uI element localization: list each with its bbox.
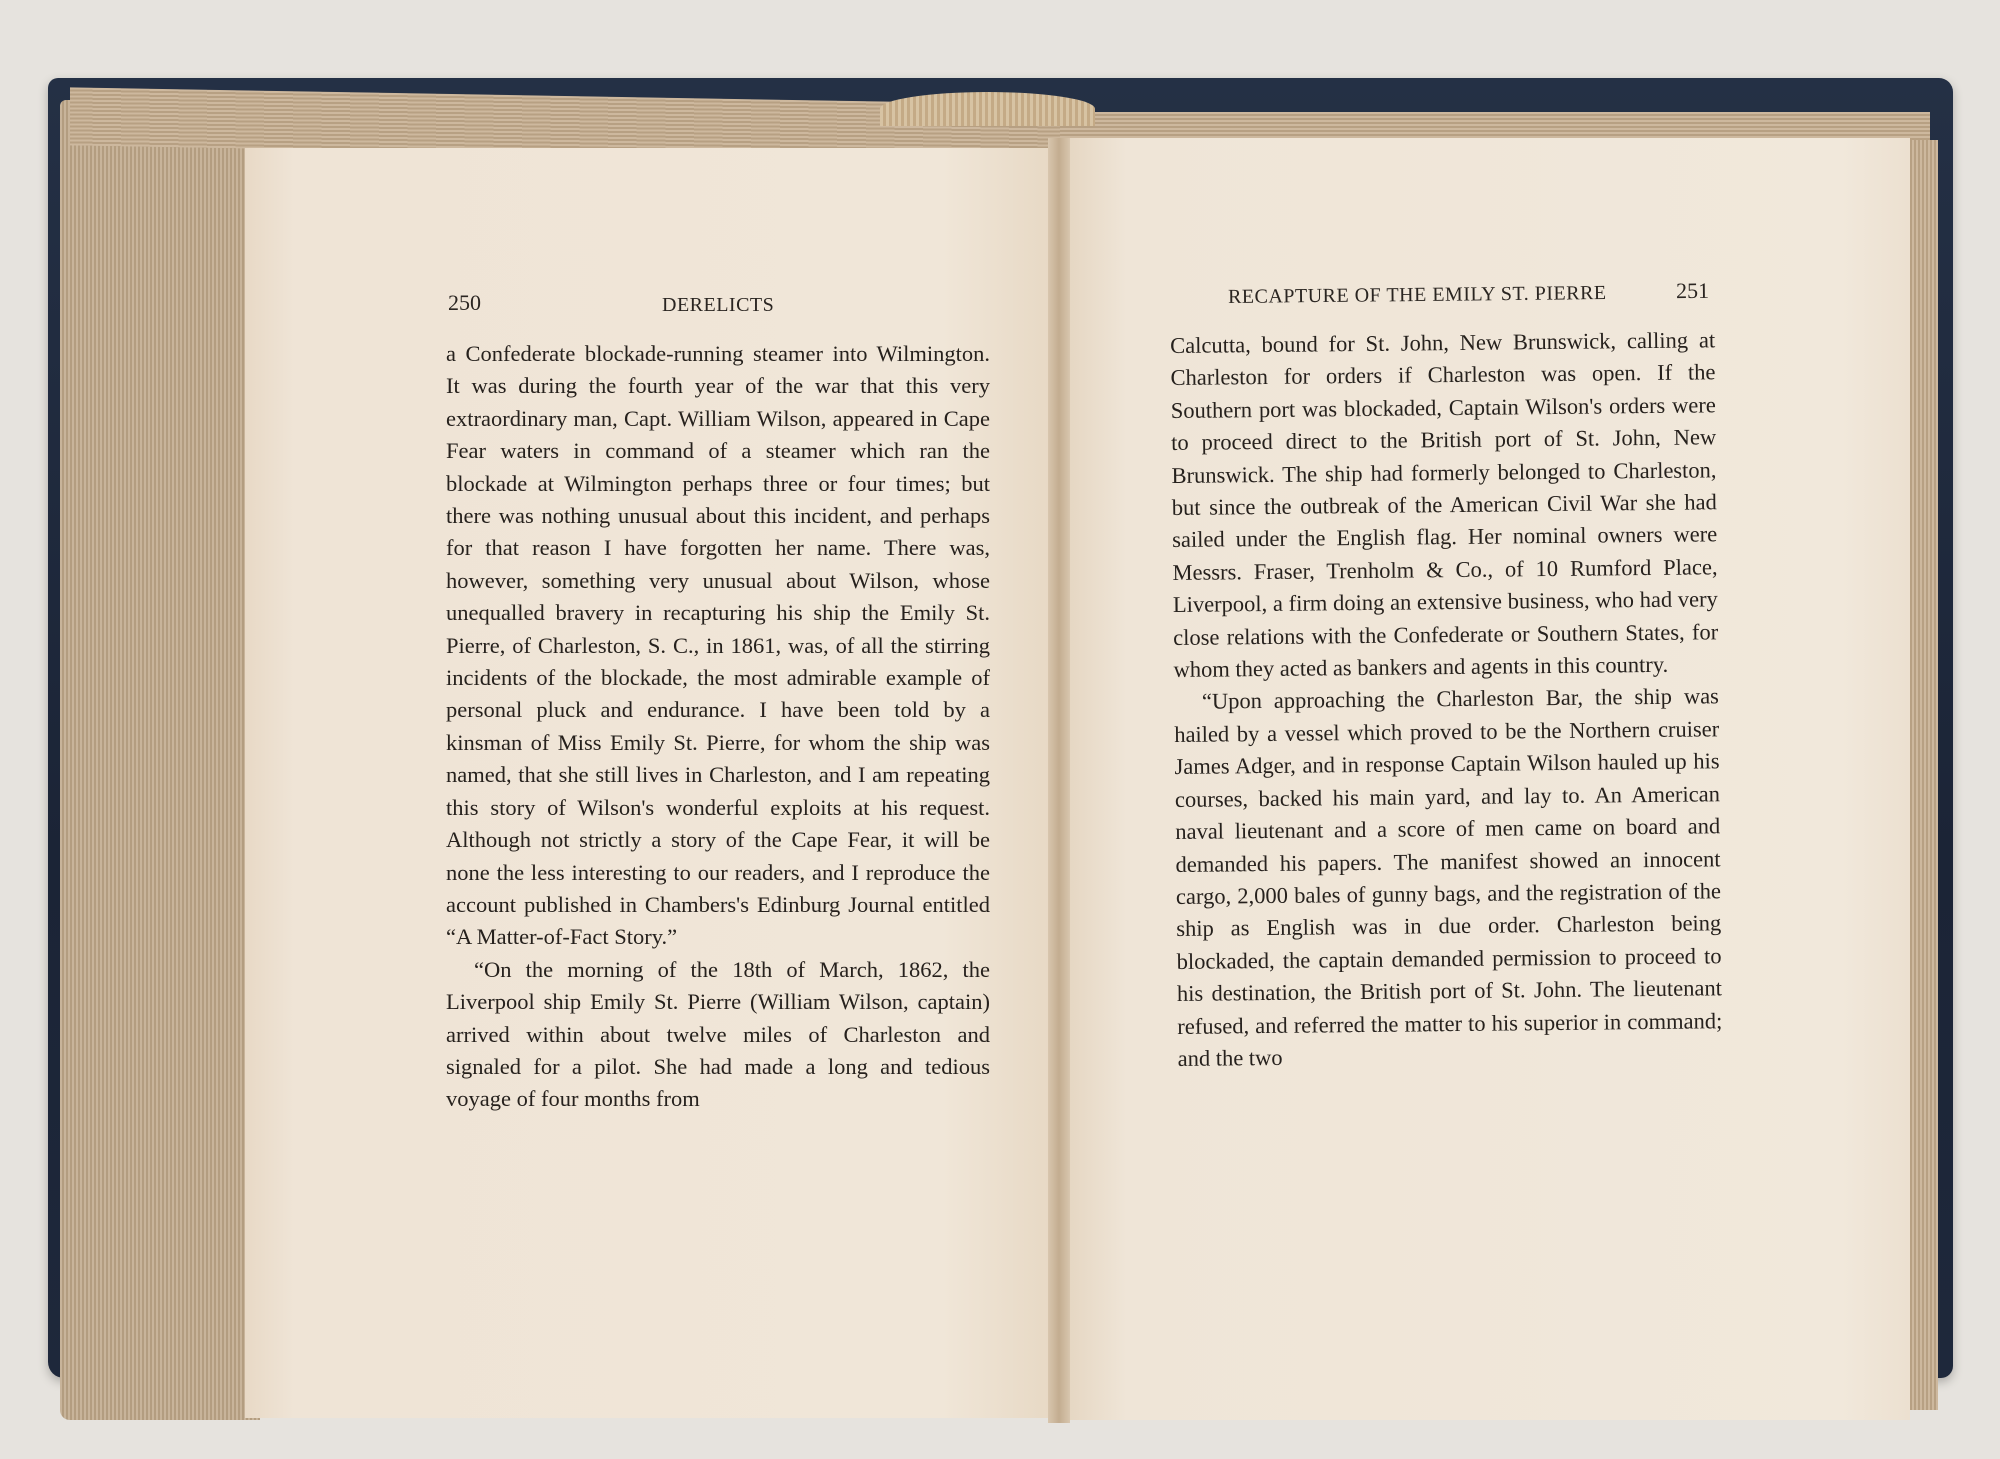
book-gutter — [1048, 138, 1070, 1423]
left-running-head: DERELICTS — [662, 294, 775, 316]
book-headband — [880, 92, 1095, 126]
left-page-number: 250 — [448, 290, 481, 315]
left-paragraph-2: “On the morning of the 18th of March, 1862, the Liverpool ship Emily St. Pierre (William Wilson, captain) arrived within about twelve miles of Charleston and signaled for a pilot. She had made a long and tedious voyage of four months from — [446, 956, 990, 1112]
page-edges-left — [60, 100, 260, 1420]
left-paragraph-1: a Confederate blockade-running steamer into Wilmington. It was during the fourth year of the war that this very extraordinary man, Capt. William Wilson, appeared in Cape Fear waters in command of a steamer which ran the blockade at Wilmington perhaps three or four times; but there was nothing unusual about this incident, and perhaps for that reason I have forgotten her name. There was, however, something very unusual about Wilson, whose unequalled bravery in recapturing his ship the Emily St. Pierre, of Charleston, S. C., in 1861, was, of all the stirring incidents of the blockade, the most admirable example of personal pluck and endurance. I have been told by a kinsman of Miss Emily St. Pierre, for whom the ship was named, that she still lives in Charleston, and I am repeating this story of Wilson's wonderful exploits at his request. Although not strictly a story of the Cape Fear, it will be none the less interesting to our readers, and I reproduce the account published in Chambers's Edinburg Journal entitled “A Matter-of-Fact Story.” — [446, 341, 990, 950]
right-page-text — [1170, 324, 1723, 1075]
right-running-head: RECAPTURE OF THE EMILY ST. PIERRE — [1227, 282, 1607, 308]
right-paragraph-1: Calcutta, bound for St. John, New Brunswick, calling at Charleston for orders if Charleston was open. If the Southern port was blockaded, Captain Wilson's orders were to proceed direct to the British port of St. John, New Brunswick. The ship had formerly belonged to Charleston, but since the outbreak of the American Civil War she had sailed under the English flag. Her nominal owners were Messrs. Fraser, Trenholm & Co., of 10 Rumford Place, Liverpool, a firm doing an extensive business, who had very close relations with the Confederate or Southern States, for whom they acted as bankers and agents in this country. — [1170, 327, 1719, 683]
right-paragraph-2: “Upon approaching the Charleston Bar, the ship was hailed by a vessel which proved to be the Northern cruiser James Adger, and in response Captain Wilson hauled up his courses, backed his main yard, and lay to. An American naval lieutenant and a score of men came on board and demanded his papers. The manifest showed an innocent cargo, 2,000 bales of gunny bags, and the registration of the ship as English was in due order. Charleston being blockaded, the captain demanded permission to proceed to his destination, the British port of St. John. The lieutenant refused, and referred the matter to his superior in command; and the two — [1174, 683, 1723, 1071]
left-page-text — [446, 338, 990, 1116]
right-page-number: 251 — [1675, 277, 1710, 304]
